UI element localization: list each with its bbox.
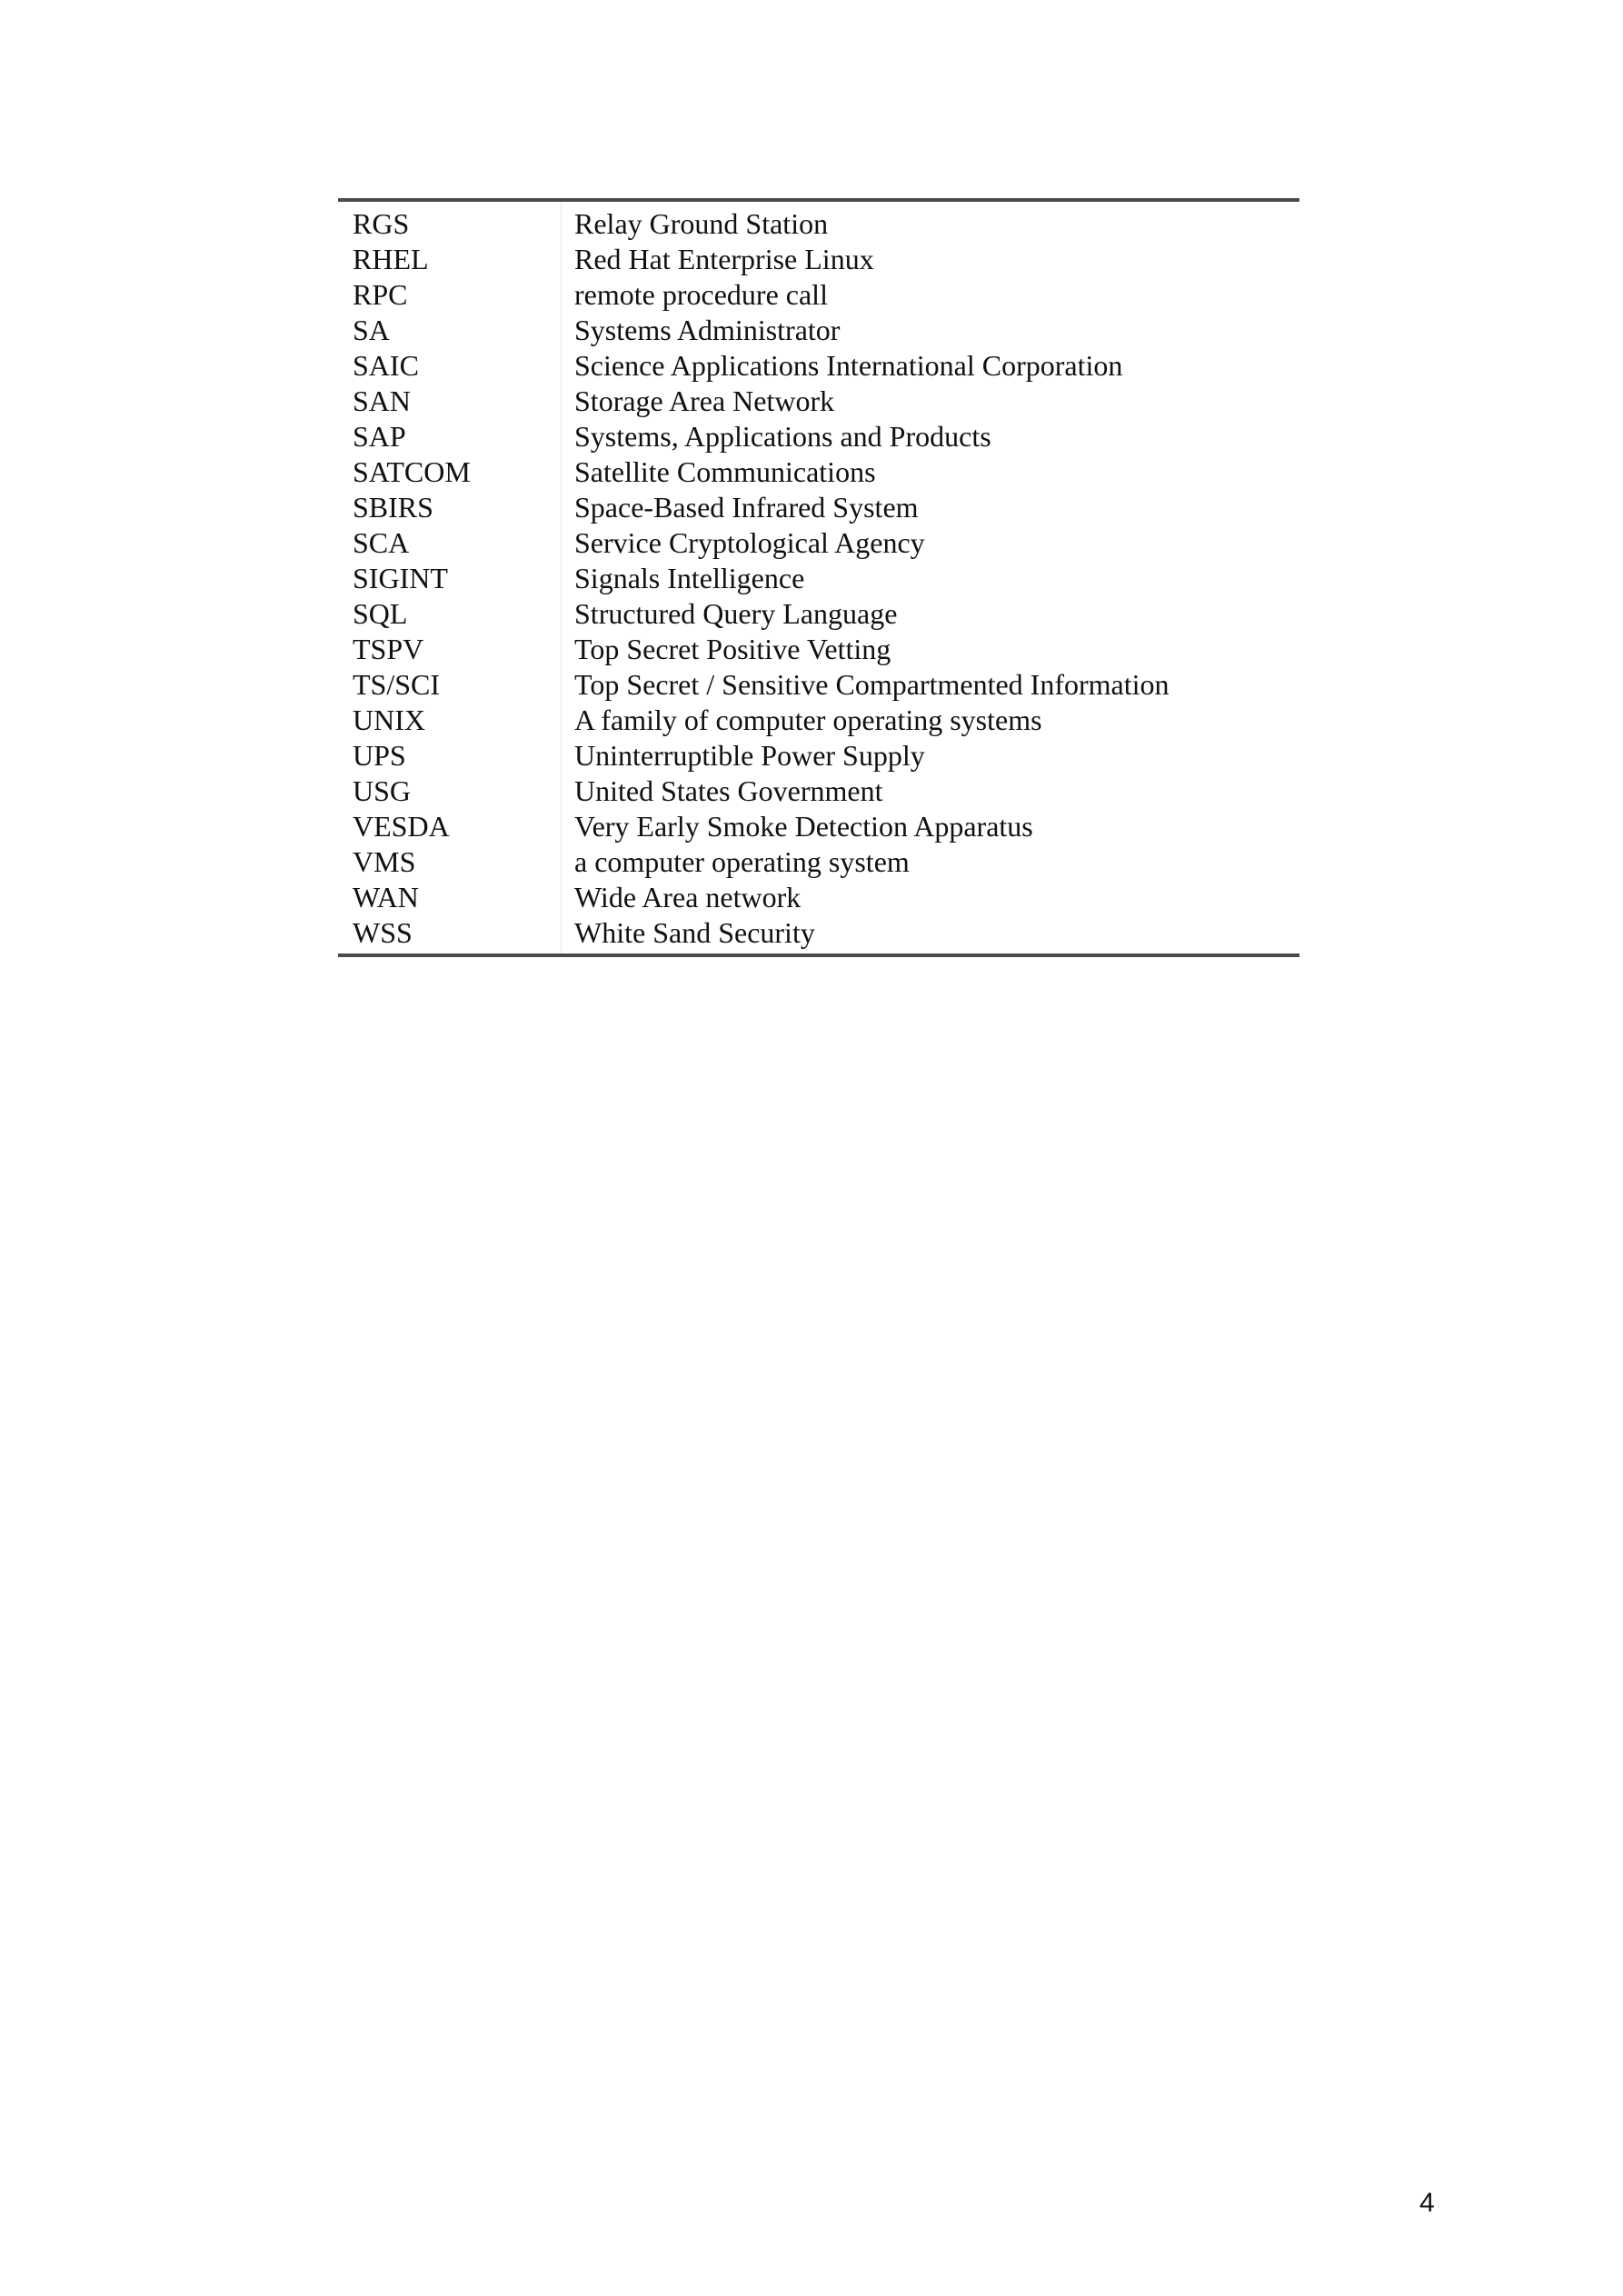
abbreviation-cell: USG — [338, 774, 562, 809]
definition-cell: Systems, Applications and Products — [574, 420, 991, 453]
abbreviation-cell: SCA — [338, 525, 562, 561]
abbreviation-cell: TSPV — [338, 632, 562, 667]
definition-cell: Satellite Communications — [574, 455, 876, 488]
definition-cell: A family of computer operating systems — [574, 704, 1042, 736]
abbreviation-cell: SQL — [338, 596, 562, 632]
definition-cell: United States Government — [574, 774, 883, 807]
table-row — [338, 774, 1299, 809]
abbreviation-cell: SAIC — [338, 348, 562, 384]
definition-cell: Science Applications International Corporation — [574, 349, 1123, 382]
definition-cell: Top Secret / Sensitive Compartmented Information — [574, 668, 1170, 701]
table-row — [338, 561, 1299, 596]
table-row — [338, 738, 1299, 774]
table-row — [338, 313, 1299, 348]
table-row — [338, 596, 1299, 632]
table-row — [338, 454, 1299, 490]
abbreviation-cell: SAP — [338, 419, 562, 454]
abbreviation-cell: SIGINT — [338, 561, 562, 596]
abbreviations-table-body — [338, 200, 1299, 955]
abbreviation-cell: SBIRS — [338, 490, 562, 525]
table-row — [338, 200, 1299, 242]
definition-cell: Relay Ground Station — [574, 207, 829, 240]
definition-cell: Structured Query Language — [574, 597, 898, 630]
definition-cell: Very Early Smoke Detection Apparatus — [574, 810, 1033, 843]
abbreviation-cell: UNIX — [338, 703, 562, 738]
table-row — [338, 348, 1299, 384]
definition-cell: Top Secret Positive Vetting — [574, 633, 891, 665]
table-row — [338, 632, 1299, 667]
table-row — [338, 844, 1299, 880]
table-row — [338, 880, 1299, 915]
definition-cell: Wide Area network — [574, 881, 802, 913]
table-row — [338, 915, 1299, 955]
abbreviation-cell: SA — [338, 313, 562, 348]
table-row — [338, 809, 1299, 844]
definition-cell: Uninterruptible Power Supply — [574, 739, 925, 772]
abbreviation-cell: UPS — [338, 738, 562, 774]
definition-cell: Signals Intelligence — [574, 562, 805, 594]
definition-cell: a computer operating system — [574, 845, 910, 878]
table-row — [338, 525, 1299, 561]
definition-cell: remote procedure call — [574, 278, 828, 311]
table-row — [338, 490, 1299, 525]
abbreviation-cell: RGS — [338, 200, 562, 242]
page-number: 4 — [1419, 2188, 1435, 2218]
table-row — [338, 242, 1299, 277]
definition-cell: White Sand Security — [574, 916, 815, 949]
abbreviation-cell: TS/SCI — [338, 667, 562, 703]
definition-cell: Red Hat Enterprise Linux — [574, 243, 874, 275]
table-row — [338, 667, 1299, 703]
abbreviation-cell: WAN — [338, 880, 562, 915]
table-row — [338, 384, 1299, 419]
abbreviations-table — [338, 198, 1299, 957]
definition-cell: Service Cryptological Agency — [574, 526, 925, 559]
definition-cell: Space-Based Infrared System — [574, 491, 919, 524]
abbreviation-cell: SAN — [338, 384, 562, 419]
abbreviation-cell: VESDA — [338, 809, 562, 844]
abbreviation-cell: WSS — [338, 915, 562, 955]
abbreviation-cell: RPC — [338, 277, 562, 313]
definition-cell: Storage Area Network — [574, 384, 835, 417]
table-row — [338, 277, 1299, 313]
table-row — [338, 703, 1299, 738]
abbreviation-cell: RHEL — [338, 242, 562, 277]
definition-cell: Systems Administrator — [574, 314, 841, 346]
abbreviation-cell: VMS — [338, 844, 562, 880]
table-row — [338, 419, 1299, 454]
abbreviation-cell: SATCOM — [338, 454, 562, 490]
